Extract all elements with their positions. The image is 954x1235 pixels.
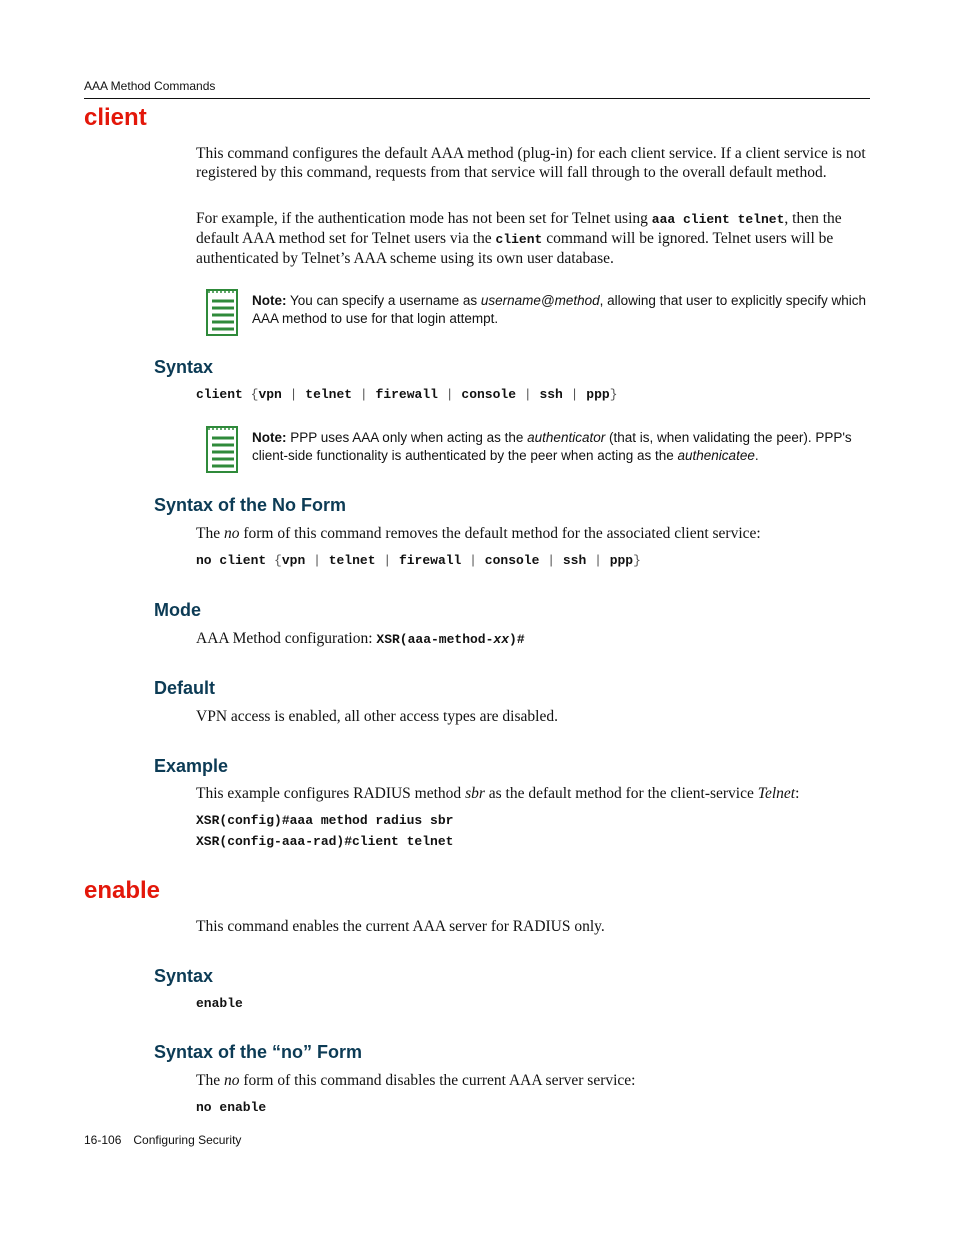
syntax-line-enable: enable <box>196 996 243 1011</box>
mode-prompt: XSR(aaa-method-xx)# <box>376 632 525 647</box>
running-header: AAA Method Commands <box>84 79 216 93</box>
command-title-enable: enable <box>84 877 161 904</box>
note-username-method: Note: You can specify a username as username@method, allowing that user to explicitly specify which AAA method to use for that login attempt. <box>252 293 867 326</box>
syntax-line-client: client {vpn | telnet | firewall | console | ssh | ppp} <box>196 387 618 402</box>
client-example-paragraph: For example, if the authentication mode has not been set for Telnet using aaa client telnet, then the default AAA method set for Telnet users via the client command will be ignored. Telnet users will be authenticated by Telnet’s AAA scheme using its own user database. <box>196 210 842 267</box>
footer-section: Configuring Security <box>133 1133 242 1147</box>
example-code-line: XSR(config-aaa-rad)#client telnet <box>196 834 454 849</box>
command-title-client: client <box>84 104 147 131</box>
inline-code: aaa client telnet <box>651 212 785 227</box>
section-heading-syntax: Syntax <box>154 966 214 986</box>
page-number: 16-106 <box>84 1133 122 1147</box>
mode-paragraph: AAA Method configuration: XSR(aaa-method-xx)# <box>196 630 525 647</box>
example-paragraph: This example configures RADIUS method sbr as the default method for the client-service Telnet: <box>196 785 800 802</box>
syntax-line-no-enable: no enable <box>196 1100 267 1115</box>
note-ppp-authenticator: Note: PPP uses AAA only when acting as the authenticator (that is, when validating the peer). PPP's client-side functionality is authenticated by the peer when acting as the authenicatee. <box>252 430 852 463</box>
default-paragraph: VPN access is enabled, all other access types are disabled. <box>196 708 558 725</box>
no-form-paragraph: The no form of this command removes the default method for the associated client service: <box>196 525 761 542</box>
section-heading-example: Example <box>154 756 229 776</box>
note-icon <box>205 423 239 478</box>
section-heading-no-form: Syntax of the No Form <box>154 495 347 515</box>
note-icon <box>205 286 239 341</box>
header-rule <box>84 98 870 99</box>
section-heading-syntax: Syntax <box>154 357 214 377</box>
enable-no-form-paragraph: The no form of this command disables the current AAA server service: <box>196 1072 636 1089</box>
syntax-line-no-client: no client {vpn | telnet | firewall | console | ssh | ppp} <box>196 553 641 568</box>
example-code-line: XSR(config)#aaa method radius sbr <box>196 813 454 828</box>
client-intro-paragraph: This command configures the default AAA method (plug-in) for each client service. If a client service is not registered by this command, requests from that service will fall through to the overall default method. <box>196 145 866 181</box>
inline-code: client <box>495 232 543 247</box>
enable-intro-paragraph: This command enables the current AAA server for RADIUS only. <box>196 918 605 935</box>
page-footer <box>84 1133 241 1147</box>
section-heading-mode: Mode <box>154 600 201 620</box>
section-heading-no-form: Syntax of the “no” Form <box>154 1042 363 1062</box>
section-heading-default: Default <box>154 678 216 698</box>
